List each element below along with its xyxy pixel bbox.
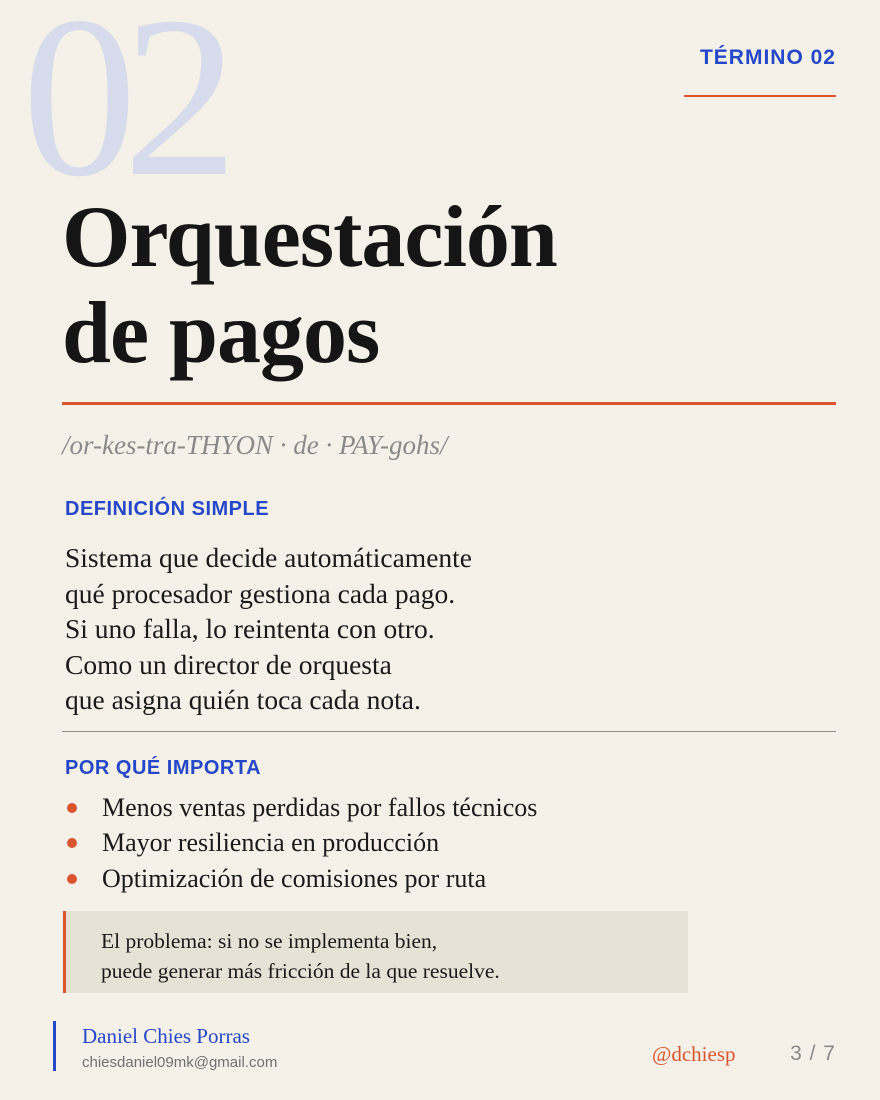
list-item — [65, 861, 537, 897]
list-item — [65, 826, 537, 862]
definition-line: qué procesador gestiona cada pago. — [65, 577, 456, 609]
callout-line: puede generar más fricción de la que resuelve. — [101, 959, 500, 983]
problem-callout — [63, 911, 688, 993]
author-email: chiesdaniel09mk@gmail.com — [82, 1054, 278, 1071]
benefits-list — [65, 790, 537, 897]
social-handle: @dchiesp — [652, 1042, 736, 1066]
bullet-dot-icon — [67, 803, 77, 813]
list-item-text: Optimización de comisiones por ruta — [102, 863, 487, 893]
list-item — [65, 790, 537, 826]
title-divider — [62, 402, 836, 405]
definition-line: Si uno falla, lo reintenta con otro. — [65, 613, 435, 644]
bullet-dot-icon — [67, 874, 77, 884]
callout-line: El problema: si no se implementa bien, — [101, 929, 438, 953]
page-indicator: 3 / 7 — [790, 1042, 836, 1065]
list-item-text: Menos ventas perdidas por fallos técnicos — [102, 792, 538, 822]
bullet-dot-icon — [67, 838, 77, 848]
author-accent-bar — [53, 1021, 56, 1071]
definition-line: Como un director de orquesta — [65, 648, 392, 680]
author-name: Daniel Chies Porras — [82, 1024, 250, 1048]
definition-line: Sistema que decide automáticamente — [65, 542, 472, 573]
term-label-underline — [684, 95, 836, 97]
term-label: TÉRMINO 02 — [699, 46, 836, 69]
definition-heading: DEFINICIÓN SIMPLE — [65, 498, 270, 520]
why-it-matters-heading: POR QUÉ IMPORTA — [65, 757, 262, 779]
term-number-watermark: 02 — [22, 0, 224, 224]
list-item-text: Mayor resiliencia en producción — [102, 828, 440, 858]
page-title — [62, 190, 557, 382]
title-line-1: Orquestación — [62, 189, 557, 286]
pronunciation: /or-kes-tra-THYON · de · PAY-gohs/ — [62, 430, 448, 460]
title-line-2: de pagos — [62, 285, 380, 382]
section-divider — [62, 731, 836, 732]
definition-line: que asigna quién toca cada nota. — [65, 684, 421, 715]
definition-text — [65, 540, 472, 718]
